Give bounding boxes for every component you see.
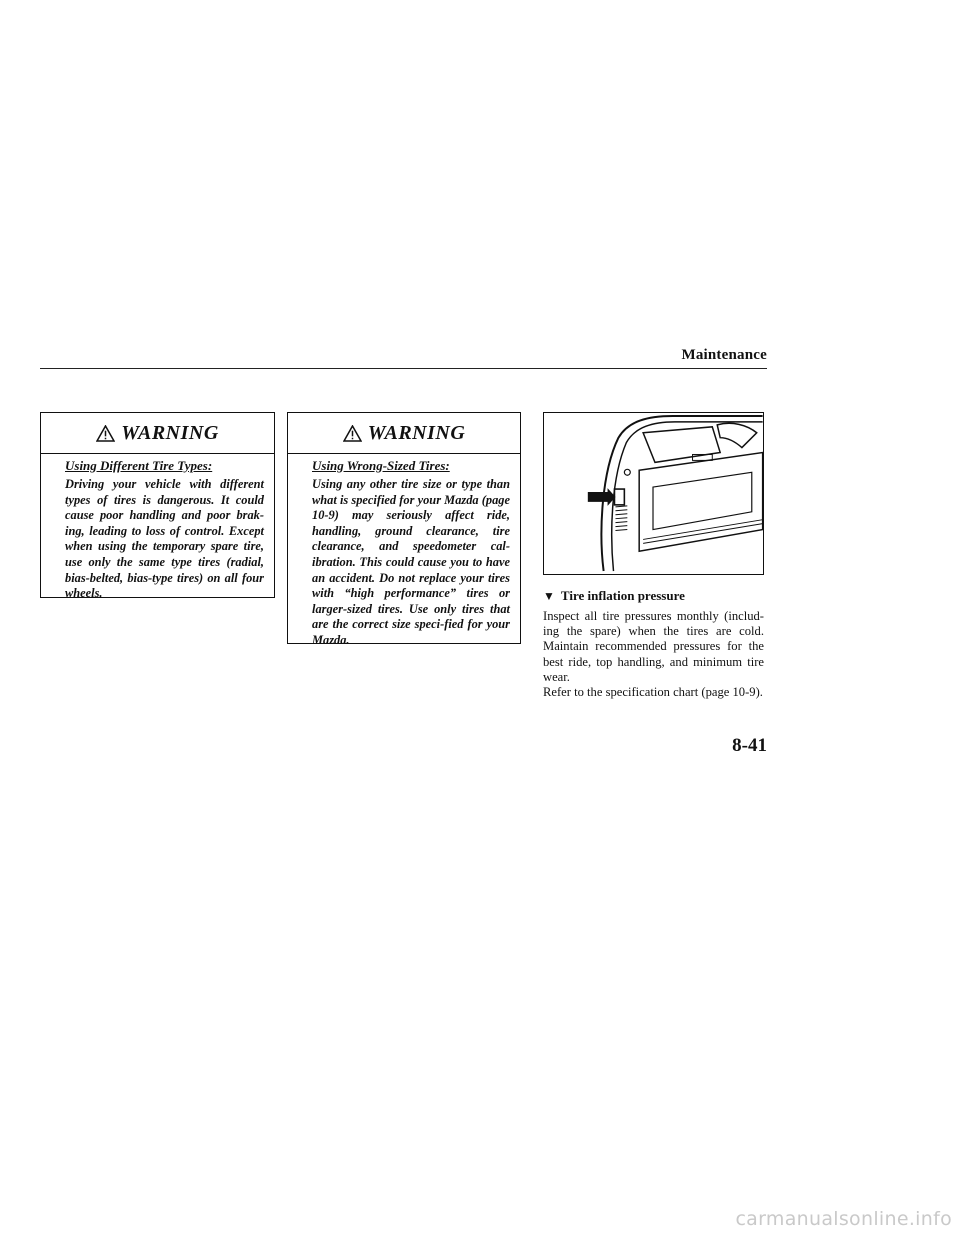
warning-title: WARNING [367, 421, 466, 444]
inflation-paragraph-1: Inspect all tire pressures monthly (includ-ing the spare) when the tires are cold. Maintain recommended pressures for the best ride, top handling, and minimum tire wear. [543, 609, 764, 684]
tire-label-door-drawing [544, 413, 763, 574]
triangle-down-icon: ▼ [543, 588, 555, 603]
warning-subtitle: Using Different Tire Types: [65, 458, 213, 473]
watermark: carmanualsonline.info [735, 1208, 952, 1230]
warning-triangle-icon [343, 425, 362, 442]
warning-text: Using any other tire size or type than what is specified for your Mazda (page 10-9) may seriously affect ride, handling, ground clearance, tire clearance, and speedometer cal-ibration. This could cause you to have an accident. Do not replace your tires with “high performance” tires or larger-sized tires. Use only tires that are the correct size speci-fied for your Mazda. [312, 477, 510, 647]
door-label-illustration [543, 412, 764, 575]
warning-title: WARNING [121, 421, 219, 444]
section-title: Maintenance [681, 347, 767, 363]
warning-text: Driving your vehicle with different types of tires is dangerous. It could cause poor handling and poor brak-ing, leading to loss of control. Except when using the temporary spare tire, use only the same type tires (radial, bias-belted, bias-type tires) on all four wheels. [65, 477, 264, 601]
inflation-heading-text: Tire inflation pressure [560, 588, 685, 603]
inflation-heading [543, 588, 685, 604]
warning-header [41, 413, 274, 454]
page-number: 8-41 [732, 735, 767, 756]
warning-header [288, 413, 520, 454]
inflation-paragraph-2: Refer to the specification chart (page 10-9). [543, 685, 763, 699]
warning-box-tire-sizes [287, 412, 521, 647]
warning-box-tire-types [40, 412, 275, 601]
warning-triangle-icon [96, 425, 115, 442]
header-rule [40, 368, 767, 369]
warning-subtitle: Using Wrong-Sized Tires: [312, 458, 450, 473]
